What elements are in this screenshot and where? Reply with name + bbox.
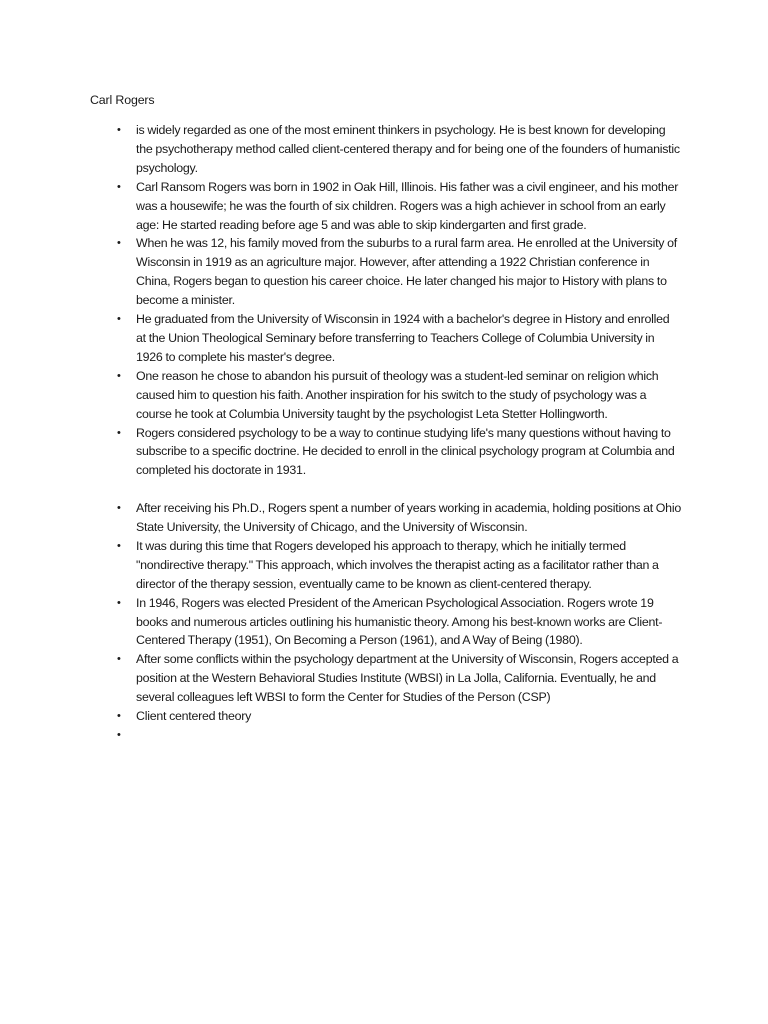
list-item	[117, 707, 681, 726]
list-item	[117, 310, 681, 367]
list-item-text: When he was 12, his family moved from the suburbs to a rural farm area. He enrolled at the University of Wisconsin in 1919 as an agriculture major. However, after attending a 1922 Christian conference in China, Rogers began to question his career choice. He later changed his major to History with plans to become a minister.	[136, 236, 677, 308]
bullet-icon: •	[117, 124, 121, 136]
bullet-icon: •	[117, 653, 121, 666]
document-title: Carl Rogers	[90, 93, 155, 107]
list-item-text: Carl Ransom Rogers was born in 1902 in Oak Hill, Illinois. His father was a civil engineer, and his mother was a housewife; he was the fourth of six children. Rogers was a high achiever in school from an early age: He started reading before age 5 and was able to skip kindergarten and first grade.	[136, 179, 679, 232]
list-item	[117, 499, 681, 537]
list-item-empty	[117, 726, 681, 745]
bullet-icon: •	[117, 369, 121, 382]
bullet-icon: •	[117, 596, 121, 609]
list-item-text: After receiving his Ph.D., Rogers spent a number of years working in academia, holding positions at Ohio State University, the University of Chicago, and the University of Wisconsin.	[136, 501, 681, 535]
list-item	[117, 367, 681, 424]
list-item	[117, 594, 681, 651]
list-item-text: In 1946, Rogers was elected President of the American Psychological Association. Rogers wrote 19 books and numerous articles outlining his humanistic theory. Among his best-known works are Client-Centered Therapy (1951), On Becoming a Person (1961), and A Way of Being (1980).	[136, 595, 663, 648]
list-item	[117, 178, 681, 235]
bullet-icon: •	[117, 539, 121, 552]
list-item-text: is widely regarded as one of the most eminent thinkers in psychology. He is best known for developing the psychotherapy method called client-centered therapy and for being one of the founders of humanistic psychology.	[136, 123, 680, 175]
bullet-icon: •	[117, 728, 121, 741]
list-item	[117, 121, 681, 178]
list-item	[117, 650, 681, 707]
bullet-icon: •	[117, 502, 121, 515]
bullet-icon: •	[117, 710, 121, 723]
bullet-icon: •	[117, 180, 121, 193]
list-item-text: After some conflicts within the psychology department at the University of Wisconsin, Rogers accepted a position at the Western Behavioral Studies Institute (WBSI) in La Jolla, California. Eventually, he and several colleagues left WBSI to form the Center for Studies of the Person (CSP)	[136, 652, 679, 705]
bullet-list	[117, 121, 681, 745]
list-item	[117, 424, 681, 481]
list-item-text: Client centered theory	[136, 709, 252, 724]
list-item	[117, 234, 681, 310]
list-item-text: He graduated from the University of Wisconsin in 1924 with a bachelor's degree in History and enrolled at the Union Theological Seminary before transferring to Teachers College of Columbia University in 1926 to complete his master's degree.	[136, 312, 670, 364]
list-item	[117, 537, 681, 594]
bullet-icon: •	[117, 426, 121, 439]
list-item-text: Rogers considered psychology to be a way to continue studying life's many questions without having to subscribe to a specific doctrine. He decided to enroll in the clinical psychology program at Columbia and completed his doctorate in 1931.	[136, 425, 675, 478]
list-item-text: It was during this time that Rogers developed his approach to therapy, which he initially termed "nondirective therapy." This approach, which involves the therapist acting as a facilitator rather than a director of the therapy session, eventually came to be known as client-centered therapy.	[136, 538, 659, 591]
list-item-text: One reason he chose to abandon his pursuit of theology was a student-led seminar on religion which caused him to question his faith. Another inspiration for his switch to the study of psychology was a course he took at Columbia University taught by the psychologist Leta Stetter Hollingworth.	[136, 368, 659, 421]
bullet-icon: •	[117, 313, 121, 326]
bullet-icon: •	[117, 237, 121, 250]
